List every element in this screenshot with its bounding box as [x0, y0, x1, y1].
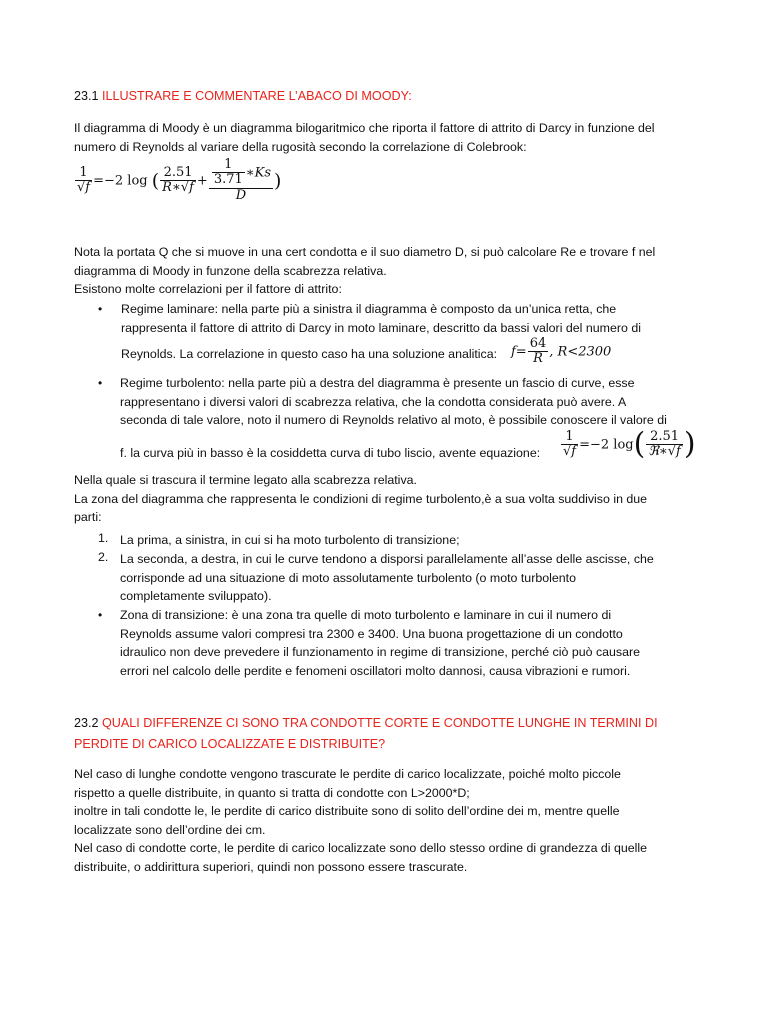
numerator: 2.51	[646, 430, 683, 445]
text-line: diagramma di Moody in funzone della scabrezza relativa.	[74, 263, 387, 278]
text-line: parti:	[74, 510, 102, 524]
bullet-item-transition	[120, 606, 720, 680]
reynolds-condition: , R<2300	[549, 344, 612, 360]
equals-minus-2-log: =−2 log	[93, 173, 148, 189]
text-line: numero di Reynolds al variare della rugosità secondo la correlazione di Colebrook:	[74, 139, 527, 154]
equals-minus-2-log: =−2 log	[579, 437, 634, 453]
text-line: Esistono molte correlazioni per il fattore di attrito:	[74, 282, 342, 296]
section-heading-23-2	[74, 713, 658, 755]
denominator: R∗√f	[162, 179, 194, 195]
denominator: √f	[563, 443, 577, 459]
fraction	[209, 158, 273, 204]
text-line: rappresenta il fattore di attrito di Darcy in moto laminare, descritto da bassi valori del numero di	[121, 320, 641, 335]
text-line: localizzate sono dell’ordine dei cm.	[74, 822, 266, 837]
text-line: errori nel calcolo delle perdite e fenomeni oscillatori molto dannosi, causa vibrazioni e rumori.	[120, 663, 631, 678]
numbered-item-1	[120, 531, 720, 550]
list-number: 2.	[98, 550, 109, 564]
text-line: corrisponde ad una situazione di moto assolutamente turbolento (o moto turbolento	[120, 570, 576, 585]
fraction	[75, 166, 92, 196]
section-title: ILLUSTRARE E COMMENTARE L’ABACO DI MOODY:	[102, 89, 412, 103]
bullet-marker: •	[98, 376, 103, 390]
section-number: 23.2	[74, 716, 99, 730]
denominator: D	[235, 187, 247, 203]
bullet-marker: •	[98, 608, 103, 622]
numerator: 64	[529, 336, 547, 351]
bullet-item-turbulent	[120, 374, 720, 430]
section-title: QUALI DIFFERENZE CI SONO TRA CONDOTTE CORTE E CONDOTTE LUNGHE IN TERMINI DI	[102, 716, 658, 730]
text-line: Nota la portata Q che si muove in una cert condotta e il suo diametro D, si può calcolare Re e trovare f nel	[74, 245, 656, 259]
text-line: Nella quale si trascura il termine legato alla scabrezza relativa.	[74, 473, 417, 487]
section-number: 23.1	[74, 89, 99, 103]
text-line: f. la curva più in basso è la cosiddetta curva di tubo liscio, avente equazione:	[120, 446, 541, 460]
numerator: 1	[212, 158, 245, 173]
bullet-marker: •	[98, 302, 103, 316]
text-line: Nel caso di condotte corte, le perdite di carico localizzate sono dello stesso ordine di grandezza di quelle	[74, 841, 648, 855]
paragraph	[74, 243, 714, 299]
laminar-formula	[511, 337, 611, 367]
section-heading-23-1	[74, 86, 412, 106]
text-line: seconda di tale valore, noto il numero di Reynolds relativo al moto, è possibile conoscere il valore di	[120, 413, 667, 427]
numerator: 2.51	[160, 166, 196, 181]
text-line: Reynolds. La correlazione in questo caso ha una soluzione analitica:	[121, 347, 498, 361]
text-line: Il diagramma di Moody è un diagramma bilogaritmico che riporta il fattore di attrito di Darcy in funzione del	[74, 121, 655, 135]
text-line: inoltre in tali condotte le, le perdite di carico distribuite sono di solito dell’ordine dei m, mentre quelle	[74, 804, 620, 818]
fraction	[561, 430, 578, 460]
text-line: rappresentano i diversi valori di scabrezza relativa, che la condotta considerata può avere. A	[120, 394, 627, 409]
text-line: Regime turbolento: nella parte più a destra del diagramma è presente un fascio di curve, esse	[120, 376, 635, 390]
text-line: idraulico non deve prevedere il funzionamento in regime di transizione, perché ciò può causare	[120, 645, 641, 659]
section-title-continued: PERDITE DI CARICO LOCALIZZATE E DISTRIBUITE?	[74, 737, 386, 751]
text-line: Zona di transizione: è una zona tra quelle di moto turbolento e laminare in cui il numero di	[120, 608, 612, 622]
bullet-item-laminar	[121, 300, 721, 337]
denominator: ℜ∗√f	[648, 443, 681, 459]
text-line: La zona del diagramma che rappresenta le condizioni di regime turbolento,è a sua volta suddiviso in due	[74, 491, 648, 506]
list-number: 1.	[98, 531, 109, 545]
bullet-item-turbulent-formula-line	[120, 426, 720, 470]
bullet-item-laminar-formula-line	[121, 337, 721, 371]
numbered-item-2	[120, 550, 720, 606]
fraction	[212, 158, 245, 188]
intro-paragraph	[74, 119, 714, 156]
text-line: La seconda, a destra, in cui le curve tendono a disporsi parallelamente all’asse delle ascisse, che	[120, 552, 654, 566]
fraction	[646, 430, 683, 460]
text-line: La prima, a sinistra, in cui si ha moto turbolento di transizione;	[120, 533, 460, 547]
smooth-pipe-formula: $\frac{1}{√f}$ =−2 log( $\frac{2.51}{\text{ℜ∗√f}}$ )	[563, 426, 696, 462]
text-line: completamente sviluppato).	[120, 589, 272, 603]
fraction	[528, 337, 549, 367]
text-line: Regime laminare: nella parte più a sinistra il diagramma è composto da un’unica retta, che	[121, 302, 617, 316]
f-equals: f=	[511, 344, 527, 360]
text-line: Nel caso di lunghe condotte vengono trascurate le perdite di carico localizzate, poiché molto piccole	[74, 767, 621, 781]
paragraph	[74, 471, 714, 527]
numerator: 1	[561, 430, 578, 445]
denominator: √f	[77, 179, 91, 195]
denominator: R	[533, 350, 543, 366]
numerator: 1	[75, 166, 92, 181]
text-line: Reynolds assume valori compresi tra 2300 e 3400. Una buona progettazione di un condotto	[120, 626, 623, 641]
section-2-paragraph	[74, 765, 714, 876]
text-line: rispetto a quelle distribuite, in quanto si tratta di condotte con L>2000*D;	[74, 785, 470, 800]
plus-sign: +	[196, 173, 208, 189]
colebrook-equation: $\frac{1}{√f}$ =−2 log ( $\frac{2.51}{R∗√f}$ + $\frac{1}{3.71}$ ∗Ks D )	[77, 157, 282, 203]
text-line: distribuite, o addirittura superiori, quindi non possono essere trascurate.	[74, 859, 468, 874]
ks-term: ∗Ks	[245, 165, 271, 181]
denominator: 3.71	[213, 171, 243, 187]
fraction	[160, 166, 196, 196]
